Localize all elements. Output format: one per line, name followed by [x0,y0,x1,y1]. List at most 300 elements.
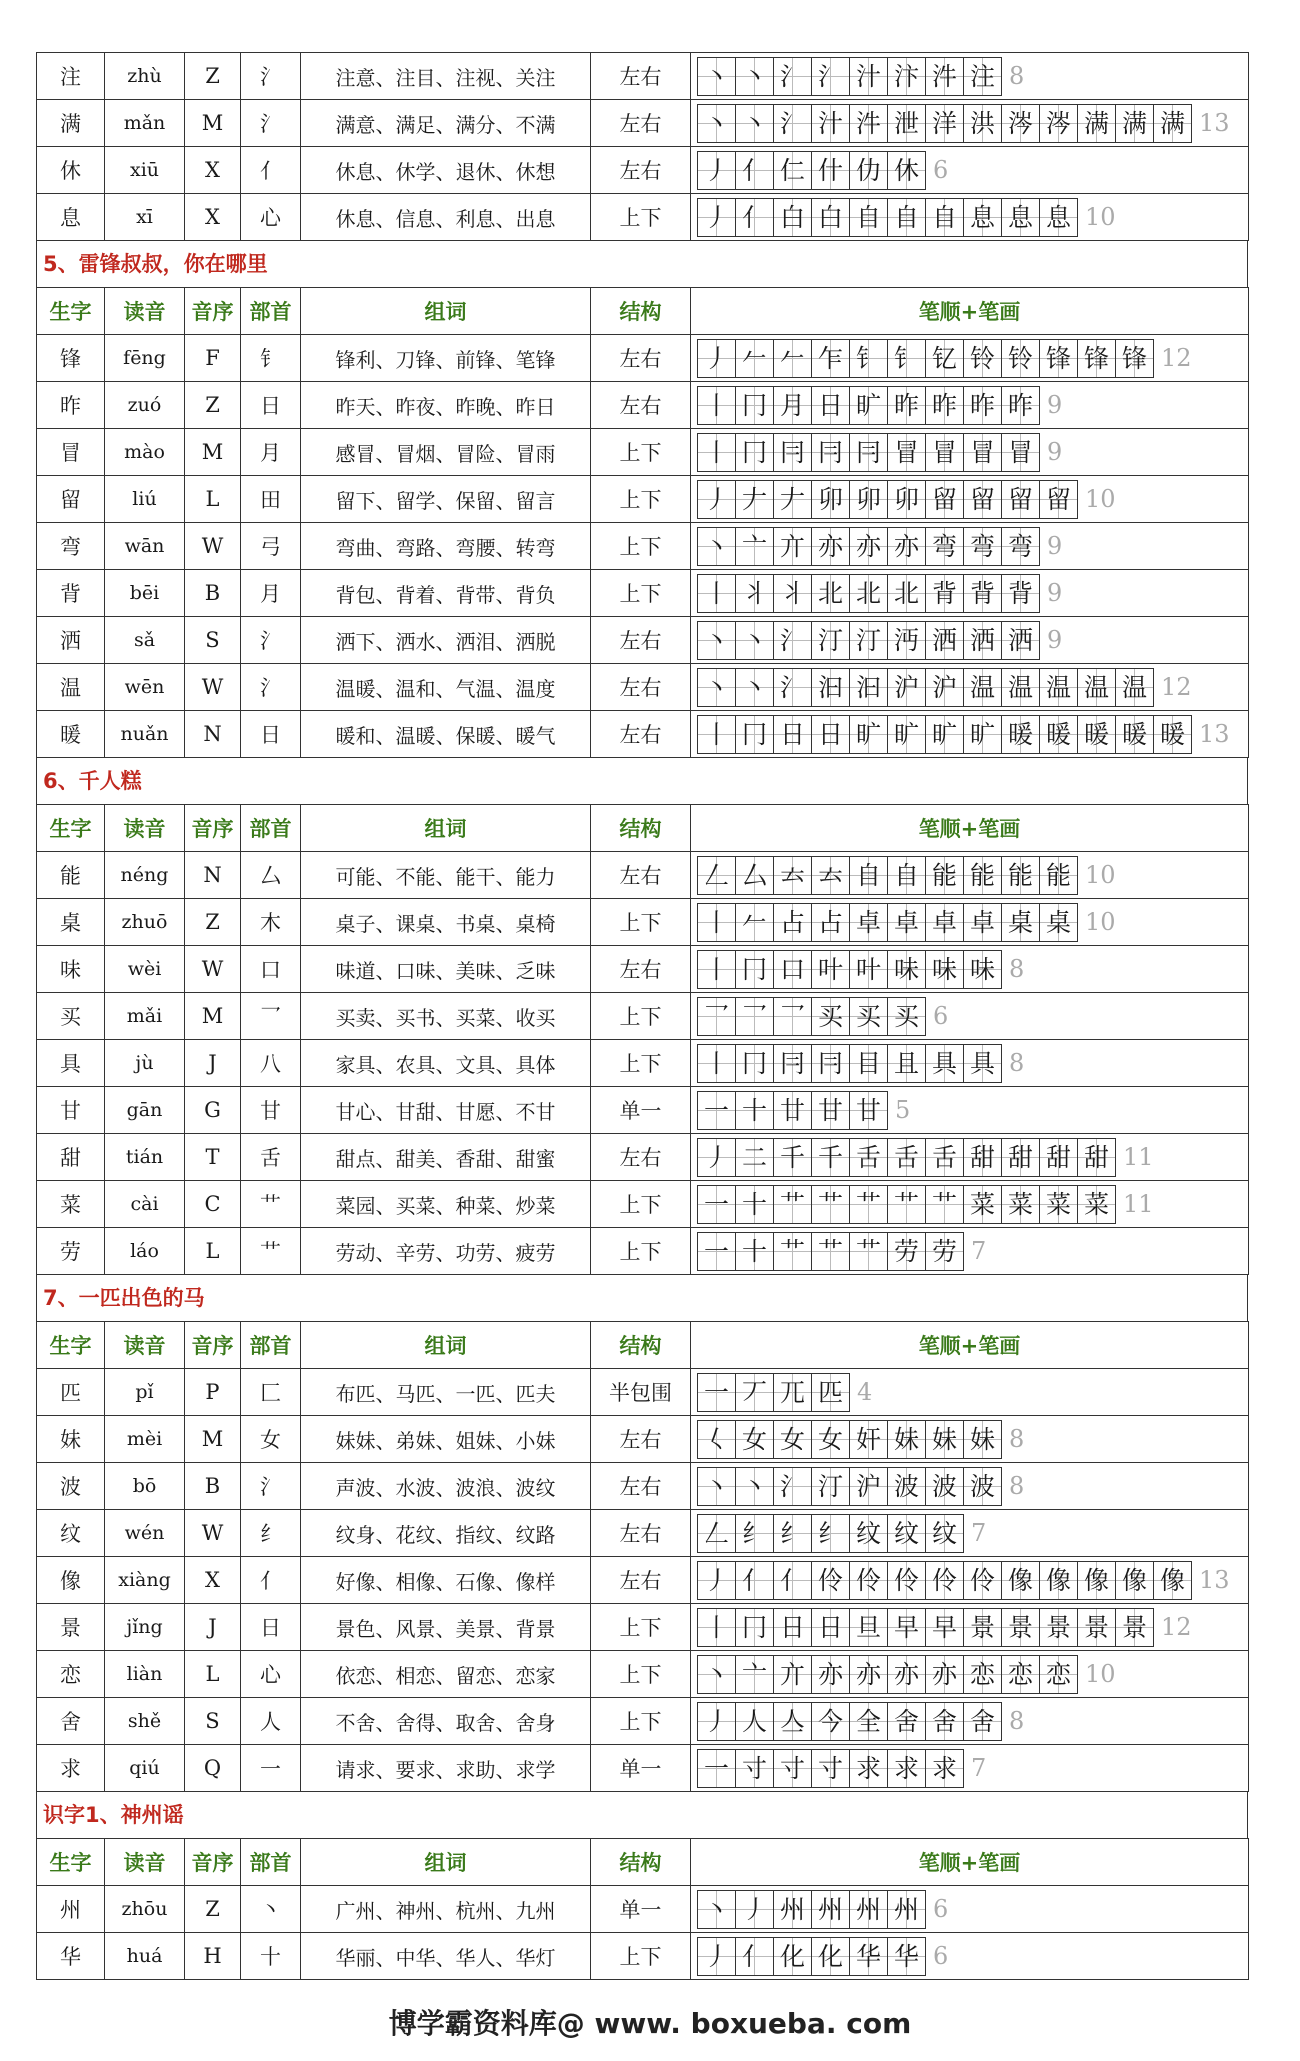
cell-letter: J [185,1604,241,1651]
cell-words: 妹妹、弟妹、姐妹、小妹 [301,1416,591,1463]
cell-letter: B [185,1463,241,1510]
cell-letter: W [185,946,241,993]
cell-strokes [691,852,1249,899]
cell-letter: N [185,711,241,758]
column-header: 读音 [105,1322,185,1369]
stroke-box: 注 [963,57,1002,96]
cell-letter: N [185,852,241,899]
stroke-box: 匹 [811,1373,850,1412]
cell-words: 景色、风景、美景、背景 [301,1604,591,1651]
cell-radical: 日 [241,1604,301,1651]
stroke-box: 州 [887,1890,926,1929]
stroke-box: 白 [773,198,812,237]
table-row [37,617,1249,664]
table-row [37,1510,1249,1557]
stroke-count: 6 [933,1895,949,1923]
cell-radical: 匚 [241,1369,301,1416]
stroke-box: 丿 [697,198,736,237]
cell-pinyin: gān [105,1087,185,1134]
stroke-count: 4 [857,1378,873,1406]
stroke-box: 一 [697,1185,736,1224]
stroke-box: 日 [773,715,812,754]
cell-words: 满意、满足、满分、不满 [301,100,591,147]
column-header: 结构 [591,1839,691,1886]
cell-pinyin: pǐ [105,1369,185,1416]
stroke-box: 舌 [849,1138,888,1177]
stroke-box: 自 [887,198,926,237]
table-row [37,1604,1249,1651]
stroke-box: 旷 [963,715,1002,754]
cell-char: 妹 [37,1416,105,1463]
cell-words: 休息、休学、退休、休想 [301,147,591,194]
stroke-box: 昨 [887,386,926,425]
cell-words: 好像、相像、石像、像样 [301,1557,591,1604]
column-header: 笔顺+笔画 [691,1839,1249,1886]
stroke-box: 景 [1077,1608,1116,1647]
stroke-box: 旦 [849,1608,888,1647]
cell-letter: X [185,1557,241,1604]
cell-radical: 田 [241,476,301,523]
cell-char: 舍 [37,1698,105,1745]
cell-structure: 上下 [591,1698,691,1745]
cell-strokes [691,1087,1249,1134]
stroke-box: 今 [811,1702,850,1741]
cell-letter: S [185,617,241,664]
stroke-box: 口 [773,950,812,989]
stroke-box: 波 [925,1467,964,1506]
table-row [37,1886,1249,1933]
table-row [37,1463,1249,1510]
stroke-box: 十 [735,1232,774,1271]
table-row [37,1087,1249,1134]
cell-strokes [691,382,1249,429]
cell-letter: X [185,194,241,241]
stroke-box: 丨 [697,1608,736,1647]
cell-structure: 左右 [591,617,691,664]
stroke-box: 寸 [773,1749,812,1788]
stroke-box: 菜 [1077,1185,1116,1224]
stroke-box: 目 [849,1044,888,1083]
table-row [37,382,1249,429]
cell-letter: Z [185,1886,241,1933]
cell-char: 纹 [37,1510,105,1557]
stroke-box: 菜 [963,1185,1002,1224]
cell-words: 背包、背着、背带、背负 [301,570,591,617]
character-table [36,804,1249,1275]
stroke-box: 旷 [849,386,888,425]
cell-structure: 左右 [591,664,691,711]
table-row [37,335,1249,382]
cell-radical: 弓 [241,523,301,570]
stroke-count: 11 [1123,1143,1154,1171]
cell-strokes [691,147,1249,194]
cell-words: 甜点、甜美、香甜、甜蜜 [301,1134,591,1181]
table-row [37,147,1249,194]
cell-pinyin: wān [105,523,185,570]
stroke-box: 卓 [925,903,964,942]
cell-radical: 口 [241,946,301,993]
column-header: 笔顺+笔画 [691,1322,1249,1369]
cell-strokes [691,946,1249,993]
stroke-box: 留 [925,480,964,519]
cell-strokes [691,429,1249,476]
cell-letter: F [185,335,241,382]
stroke-box: 波 [963,1467,1002,1506]
cell-pinyin: huá [105,1933,185,1980]
stroke-box: 丨 [697,715,736,754]
stroke-box: 满 [1153,104,1192,143]
stroke-box: 丨 [697,574,736,613]
stroke-box: 纹 [925,1514,964,1553]
stroke-box: 千 [811,1138,850,1177]
stroke-box: 丿 [697,1561,736,1600]
stroke-box: 温 [1039,668,1078,707]
stroke-box: 菜 [1039,1185,1078,1224]
stroke-box: 北 [887,574,926,613]
cell-radical: 人 [241,1698,301,1745]
cell-radical: 氵 [241,1463,301,1510]
cell-letter: Q [185,1745,241,1792]
stroke-box: 暖 [1153,715,1192,754]
cell-pinyin: mèi [105,1416,185,1463]
table-row [37,429,1249,476]
stroke-count: 6 [933,1942,949,1970]
stroke-box: 温 [1001,668,1040,707]
stroke-box: 洒 [1001,621,1040,660]
stroke-box: 冂 [735,1044,774,1083]
stroke-box: 𠃋 [697,1514,736,1553]
stroke-box: 亻 [735,198,774,237]
cell-radical: 一 [241,1745,301,1792]
cell-pinyin: láo [105,1228,185,1275]
stroke-box: 求 [849,1749,888,1788]
stroke-box: 景 [1115,1608,1154,1647]
stroke-box: 丬 [773,574,812,613]
stroke-box: 亻 [773,1561,812,1600]
stroke-count: 10 [1085,1660,1116,1688]
cell-letter: C [185,1181,241,1228]
table-row [37,1228,1249,1275]
stroke-box: 自 [849,856,888,895]
cell-structure: 上下 [591,1604,691,1651]
cell-letter: W [185,1510,241,1557]
cell-char: 休 [37,147,105,194]
stroke-box: 亦 [849,527,888,566]
cell-pinyin: bō [105,1463,185,1510]
cell-words: 桌子、课桌、书桌、桌椅 [301,899,591,946]
stroke-box: 丨 [697,386,736,425]
stroke-box: 𠂉 [735,903,774,942]
cell-letter: P [185,1369,241,1416]
cell-char: 波 [37,1463,105,1510]
cell-words: 广州、神州、杭州、九州 [301,1886,591,1933]
cell-structure: 左右 [591,335,691,382]
cell-char: 甘 [37,1087,105,1134]
stroke-box: 暖 [1077,715,1116,754]
cell-letter: M [185,1416,241,1463]
stroke-box: 伶 [925,1561,964,1600]
stroke-box: 景 [963,1608,1002,1647]
stroke-box: 占 [773,903,812,942]
stroke-box: 仁 [773,151,812,190]
cell-letter: M [185,429,241,476]
stroke-count: 10 [1085,203,1116,231]
stroke-box: 菜 [1001,1185,1040,1224]
stroke-box: 妹 [887,1420,926,1459]
stroke-count: 13 [1199,720,1230,748]
stroke-box: 丿 [697,151,736,190]
cell-letter: M [185,100,241,147]
stroke-box: 能 [1001,856,1040,895]
stroke-box: 冃 [849,433,888,472]
stroke-box: 丨 [697,1044,736,1083]
column-header: 组词 [301,1322,591,1369]
header-row [37,1322,1249,1369]
stroke-box: 息 [1039,198,1078,237]
cell-words: 劳动、辛劳、功劳、疲劳 [301,1228,591,1275]
cell-pinyin: wèi [105,946,185,993]
stroke-box: 早 [887,1608,926,1647]
cell-words: 休息、信息、利息、出息 [301,194,591,241]
stroke-box: 𠂉 [773,339,812,378]
cell-strokes [691,1510,1249,1557]
stroke-box: 甘 [811,1091,850,1130]
cell-letter: L [185,1228,241,1275]
cell-structure: 左右 [591,852,691,899]
cell-structure: 上下 [591,570,691,617]
stroke-box: 亦 [811,1655,850,1694]
stroke-box: 旷 [849,715,888,754]
cell-char: 留 [37,476,105,523]
stroke-count: 11 [1123,1190,1154,1218]
stroke-box: 廿 [773,1091,812,1130]
stroke-box: 冒 [925,433,964,472]
stroke-box: 早 [925,1608,964,1647]
cell-strokes [691,711,1249,758]
cell-char: 具 [37,1040,105,1087]
cell-char: 像 [37,1557,105,1604]
cell-structure: 上下 [591,1933,691,1980]
stroke-box: 丨 [697,903,736,942]
stroke-box: 沪 [887,668,926,707]
table-row [37,1134,1249,1181]
cell-radical: 木 [241,899,301,946]
table-row [37,100,1249,147]
cell-structure: 左右 [591,1134,691,1181]
stroke-box: 锋 [1115,339,1154,378]
cell-radical: 丶 [241,1886,301,1933]
stroke-box: 冒 [1001,433,1040,472]
stroke-box: 汀 [811,1467,850,1506]
table-row [37,1651,1249,1698]
stroke-count: 13 [1199,1566,1230,1594]
cell-pinyin: mào [105,429,185,476]
cell-structure: 上下 [591,523,691,570]
cell-pinyin: zuó [105,382,185,429]
column-header: 音序 [185,1839,241,1886]
stroke-count: 9 [1047,532,1063,560]
cell-pinyin: tián [105,1134,185,1181]
stroke-box: 味 [925,950,964,989]
cell-radical: 亻 [241,147,301,194]
stroke-box: 景 [1001,1608,1040,1647]
stroke-box: 恋 [963,1655,1002,1694]
stroke-box: 氵 [773,104,812,143]
stroke-count: 12 [1161,344,1192,372]
cell-strokes [691,1933,1249,1980]
stroke-box: 舍 [925,1702,964,1741]
stroke-box: 买 [887,997,926,1036]
column-header: 读音 [105,805,185,852]
stroke-box: 能 [1039,856,1078,895]
stroke-box: 艹 [887,1185,926,1224]
cell-structure: 单一 [591,1087,691,1134]
stroke-box: 艹 [811,1232,850,1271]
cell-char: 景 [37,1604,105,1651]
stroke-box: 卓 [887,903,926,942]
stroke-box: 甜 [1001,1138,1040,1177]
stroke-box: 女 [735,1420,774,1459]
stroke-box: 氵 [773,57,812,96]
stroke-box: 伶 [849,1561,888,1600]
stroke-box: 艹 [773,1185,812,1224]
cell-strokes [691,53,1249,100]
cell-char: 满 [37,100,105,147]
stroke-box: 钇 [925,339,964,378]
stroke-count: 9 [1047,391,1063,419]
column-header: 音序 [185,1322,241,1369]
cell-pinyin: xiū [105,147,185,194]
column-header: 部首 [241,1322,301,1369]
cell-radical: 日 [241,711,301,758]
header-row [37,288,1249,335]
cell-structure: 左右 [591,711,691,758]
stroke-box: 暖 [1115,715,1154,754]
stroke-box: 艹 [849,1185,888,1224]
stroke-box: 乛 [697,997,736,1036]
cell-structure: 左右 [591,53,691,100]
stroke-box: 日 [773,1608,812,1647]
cell-structure: 单一 [591,1886,691,1933]
stroke-box: 汩 [849,668,888,707]
stroke-box: 十 [735,1185,774,1224]
stroke-count: 6 [933,1002,949,1030]
column-header: 部首 [241,805,301,852]
stroke-box: 冂 [735,715,774,754]
stroke-box: 味 [887,950,926,989]
cell-radical: 纟 [241,1510,301,1557]
stroke-box: 奸 [849,1420,888,1459]
cell-char: 注 [37,53,105,100]
section-title: 6、千人糕 [36,758,1248,804]
stroke-box: 钅 [887,339,926,378]
stroke-count: 5 [895,1096,911,1124]
stroke-box: 氵 [773,621,812,660]
stroke-box: 汀 [849,621,888,660]
stroke-box: 十 [735,1091,774,1130]
cell-pinyin: zhuō [105,899,185,946]
column-header: 生字 [37,805,105,852]
cell-radical: 氵 [241,617,301,664]
column-header: 生字 [37,288,105,335]
header-row [37,1839,1249,1886]
cell-letter: Z [185,899,241,946]
stroke-box: 丶 [697,104,736,143]
cell-structure: 左右 [591,946,691,993]
column-header: 读音 [105,1839,185,1886]
column-header: 组词 [301,1839,591,1886]
stroke-box: 丿 [735,1890,774,1929]
stroke-box: 艹 [849,1232,888,1271]
stroke-box: 𠫓 [773,856,812,895]
cell-char: 求 [37,1745,105,1792]
stroke-count: 6 [933,156,949,184]
stroke-count: 8 [1009,955,1025,983]
cell-words: 暖和、温暖、保暖、暖气 [301,711,591,758]
stroke-box: 什 [811,151,850,190]
cell-strokes [691,1416,1249,1463]
stroke-box: 千 [773,1138,812,1177]
stroke-box: 卯 [849,480,888,519]
cell-strokes [691,1604,1249,1651]
cell-structure: 左右 [591,100,691,147]
column-header: 音序 [185,288,241,335]
stroke-box: 冃 [773,1044,812,1083]
cell-char: 洒 [37,617,105,664]
stroke-box: 昨 [925,386,964,425]
cell-words: 不舍、舍得、取舍、舍身 [301,1698,591,1745]
stroke-box: 弯 [963,527,1002,566]
stroke-box: 亻 [735,1937,774,1976]
stroke-box: 𠂉 [735,339,774,378]
stroke-box: 旷 [887,715,926,754]
stroke-box: 锋 [1077,339,1116,378]
cell-structure: 上下 [591,429,691,476]
stroke-box: 冂 [735,433,774,472]
cell-strokes [691,523,1249,570]
cell-pinyin: nuǎn [105,711,185,758]
stroke-box: 息 [1001,198,1040,237]
stroke-box: 求 [925,1749,964,1788]
stroke-box: 像 [1077,1561,1116,1600]
stroke-box: 丿 [697,480,736,519]
cell-radical: 艹 [241,1228,301,1275]
stroke-box: 丶 [697,668,736,707]
stroke-box: 丶 [735,1467,774,1506]
stroke-box: 丶 [697,1890,736,1929]
column-header: 结构 [591,1322,691,1369]
stroke-box: 舍 [963,1702,1002,1741]
stroke-count: 7 [971,1519,987,1547]
stroke-box: 旷 [925,715,964,754]
stroke-box: 卯 [811,480,850,519]
cell-letter: Z [185,53,241,100]
stroke-box: 一 [697,1232,736,1271]
stroke-box: 自 [925,198,964,237]
stroke-box: 亦 [849,1655,888,1694]
stroke-box: 温 [1077,668,1116,707]
stroke-box: 纟 [735,1514,774,1553]
stroke-count: 12 [1161,673,1192,701]
stroke-box: 丿 [697,1702,736,1741]
cell-structure: 上下 [591,476,691,523]
cell-letter: W [185,664,241,711]
stroke-box: 洒 [925,621,964,660]
section-title: 5、雷锋叔叔，你在哪里 [36,241,1248,287]
cell-strokes [691,1228,1249,1275]
column-header: 部首 [241,288,301,335]
stroke-box: 艹 [925,1185,964,1224]
